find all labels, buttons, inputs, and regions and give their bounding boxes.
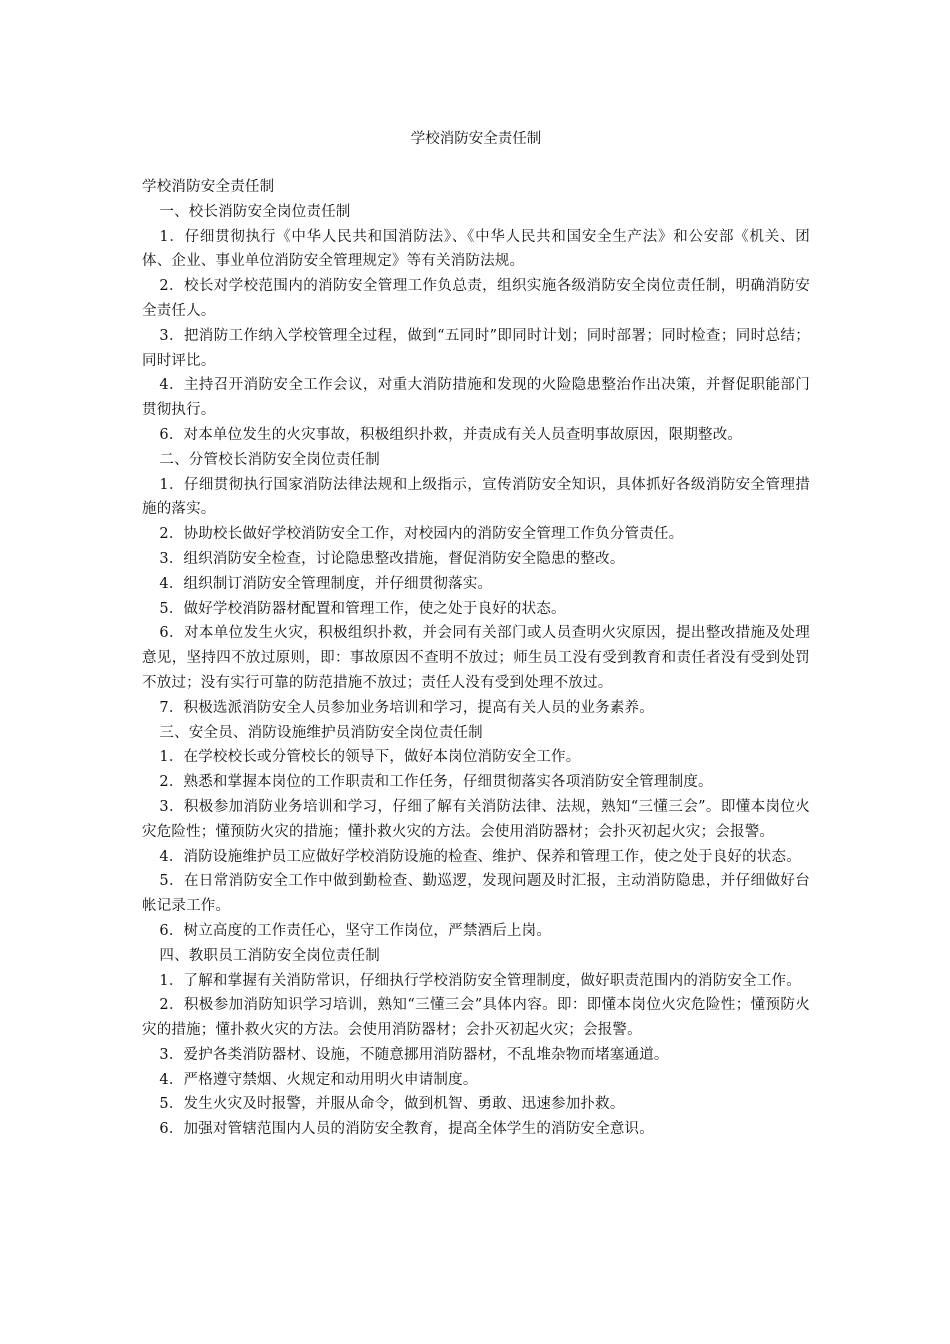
document-paragraph: 3．把消防工作纳入学校管理全过程，做到“五同时”即同时计划；同时部署；同时检查；同时总结；同时评比。 <box>142 327 810 369</box>
document-paragraph: 6．加强对管辖范围内人员的消防安全教育，提高全体学生的消防安全意识。 <box>159 1121 654 1138</box>
document-title: 学校消防安全责任制 <box>410 131 542 147</box>
document-paragraph: 1．仔细贯彻执行国家消防法律法规和上级指示，宣传消防安全知识，具体抓好各级消防安全管理措施的落实。 <box>142 476 810 518</box>
document-paragraph: 2．积极参加消防知识学习培训，熟知“三懂三会”具体内容。即：即懂本岗位火灾危险性；懂预防火灾的措施；懂扑救火灾的方法。会使用消防器材；会扑灭初起火灾；会报警。 <box>142 997 810 1039</box>
document-paragraph: 3．组织消防安全检查，讨论隐患整改措施，督促消防安全隐患的整改。 <box>159 550 625 567</box>
document-paragraph: 5．发生火灾及时报警，并服从命令，做到机智、勇敢、迅速参加扑救。 <box>159 1096 625 1113</box>
document-paragraph: 4．组织制订消防安全管理制度，并仔细贯彻落实。 <box>159 575 493 592</box>
document-paragraph: 学校消防安全责任制 <box>142 179 275 195</box>
document-paragraph: 5．在日常消防安全工作中做到勤检查、勤巡逻，发现问题及时汇报，主动消防隐患，并仔细做好台帐记录工作。 <box>142 873 810 915</box>
document-paragraph: 4．严格遵守禁烟、火规定和动用明火申请制度。 <box>159 1071 478 1088</box>
document-paragraph: 四、教职员工消防安全岗位责任制 <box>159 947 380 964</box>
document-paragraph: 1．仔细贯彻执行《中华人民共和国消防法》、《中华人民共和国安全生产法》和公安部《机关、团体、企业、事业单位消防安全管理规定》等有关消防法规。 <box>142 228 810 270</box>
document-paragraph: 1．在学校校长或分管校长的领导下，做好本岗位消防安全工作。 <box>159 749 581 766</box>
document-paragraph: 2．协助校长做好学校消防安全工作，对校园内的消防安全管理工作负分管责任。 <box>159 526 684 543</box>
document-paragraph: 5．做好学校消防器材配置和管理工作，使之处于良好的状态。 <box>159 600 566 617</box>
document-paragraph: 6．对本单位发生火灾，积极组织扑救，并会同有关部门或人员查明火灾原因，提出整改措施及处理意见，坚持四不放过原则，即：事故原因不查明不放过；师生员工没有受到教育和责任者没有受到处罚不放过；没有实行可靠的防范措施不放过；责任人没有受到处理不放过。 <box>142 625 810 691</box>
document-paragraph: 2．熟悉和掌握本岗位的工作职责和工作任务，仔细贯彻落实各项消防安全管理制度。 <box>159 774 713 791</box>
document-paragraph: 一、校长消防安全岗位责任制 <box>159 203 351 220</box>
document-body <box>142 175 810 1142</box>
document-paragraph: 4．主持召开消防安全工作会议，对重大消防措施和发现的火险隐患整治作出决策，并督促职能部门贯彻执行。 <box>142 377 810 419</box>
document-paragraph: 4．消防设施维护员工应做好学校消防设施的检查、维护、保养和管理工作，使之处于良好的状态。 <box>159 848 801 865</box>
document-paragraph: 6．树立高度的工作责任心，坚守工作岗位，严禁酒后上岗。 <box>159 922 552 939</box>
document-paragraph: 二、分管校长消防安全岗位责任制 <box>159 451 380 468</box>
document-paragraph: 2．校长对学校范围内的消防安全管理工作负总责，组织实施各级消防安全岗位责任制，明确消防安全责任人。 <box>142 278 810 319</box>
document-paragraph: 1．了解和掌握有关消防常识，仔细执行学校消防安全管理制度，做好职责范围内的消防安全工作。 <box>159 972 801 989</box>
document-paragraph: 6．对本单位发生的火灾事故，积极组织扑救，并责成有关人员查明事故原因，限期整改。 <box>159 426 743 443</box>
document-paragraph: 三、安全员、消防设施维护员消防安全岗位责任制 <box>159 724 483 741</box>
document-paragraph: 3．积极参加消防业务培训和学习，仔细了解有关消防法律、法规，熟知“三懂三会”。即懂本岗位火灾危险性；懂预防火灾的措施；懂扑救火灾的方法。会使用消防器材；会扑灭初起火灾；会报警。 <box>142 798 810 840</box>
document-paragraph: 3．爱护各类消防器材、设施，不随意挪用消防器材，不乱堆杂物而堵塞通道。 <box>159 1046 669 1063</box>
document-paragraph: 7．积极选派消防安全人员参加业务培训和学习，提高有关人员的业务素养。 <box>159 699 654 716</box>
